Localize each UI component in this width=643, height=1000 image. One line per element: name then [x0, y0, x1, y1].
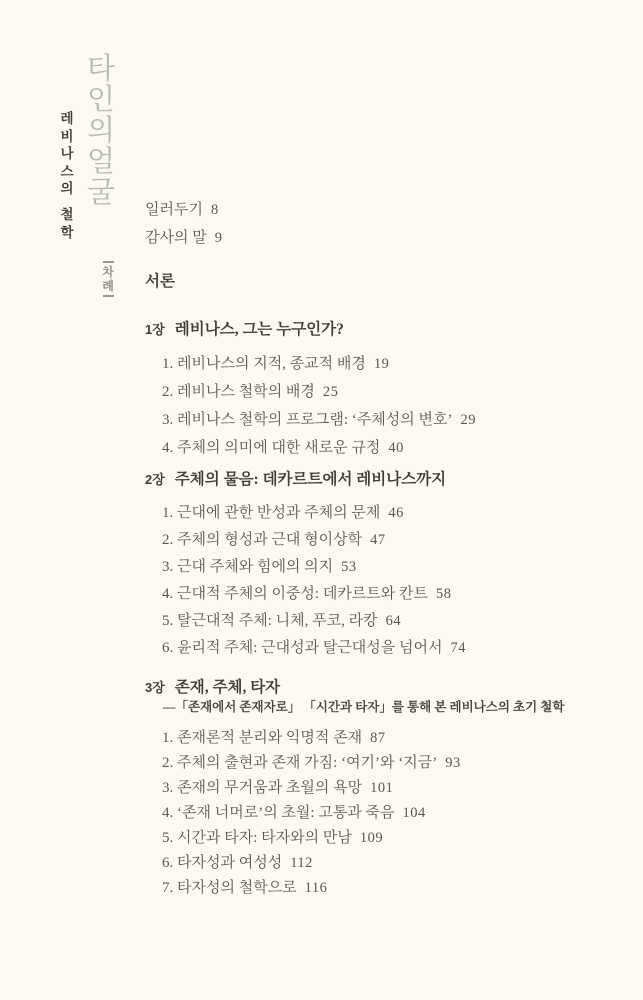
- toc-item-page: 53: [341, 559, 357, 575]
- toc-item: [162, 801, 620, 826]
- chapter-number: 2장: [145, 472, 165, 487]
- entry-label: 감사의 말: [145, 230, 207, 246]
- title-char: 인: [86, 84, 115, 116]
- chapter-2: [145, 470, 620, 662]
- toc-item: [162, 776, 620, 801]
- front-matter-entry: [145, 196, 620, 224]
- toc-item-page: 29: [460, 412, 476, 428]
- toc-item-label: 3. 존재의 무거움과 초월의 욕망: [162, 780, 363, 796]
- chapter-item-list: [145, 726, 620, 901]
- toc-item-page: 116: [304, 880, 328, 896]
- toc-item: [162, 350, 620, 378]
- toc-item-label: 2. 레비나스 철학의 배경: [162, 384, 315, 400]
- toc-item-page: 87: [370, 730, 386, 746]
- toc-item: [162, 635, 620, 662]
- subtitle-char: 나: [60, 146, 74, 161]
- intro-heading: 서론: [145, 273, 175, 290]
- chapter-title: 존재, 주체, 타자: [174, 679, 281, 696]
- toc-item-page: 74: [450, 640, 466, 656]
- entry-page-number: 8: [210, 202, 219, 218]
- toc-item-page: 112: [290, 855, 313, 871]
- toc-item-page: 58: [436, 586, 452, 602]
- toc-content: [145, 196, 620, 901]
- toc-item-page: 93: [445, 755, 461, 771]
- title-char: 굴: [86, 177, 115, 209]
- toc-item: [162, 434, 620, 462]
- toc-item: [162, 500, 620, 527]
- toc-item: [162, 581, 620, 608]
- toc-item-label: 2. 주체의 출현과 존재 가짐: ‘여기’와 ‘지금’: [162, 755, 438, 771]
- subtitle-char: 학: [60, 224, 74, 240]
- chapter-3: [145, 678, 620, 901]
- toc-item-label: 6. 타자성과 여성성: [162, 855, 283, 871]
- chapter-number: 1장: [145, 322, 165, 337]
- toc-marker-dash: [103, 295, 114, 297]
- toc-item-page: 101: [370, 780, 394, 796]
- toc-item: [162, 608, 620, 635]
- toc-item-label: 4. ‘존재 너머로’의 초월: 고통과 죽음: [162, 805, 395, 821]
- chapter-1: [145, 320, 620, 462]
- chapter-title: 레비나스, 그는 누구인가?: [174, 321, 344, 338]
- toc-item-label: 4. 근대적 주체의 이중성: 데카르트와 칸트: [162, 586, 429, 602]
- chapter-subtitle: —「존재에서 존재자로」 「시간과 타자」를 통해 본 레비나스의 초기 철학: [163, 700, 565, 714]
- book-subtitle-vertical-line1: [58, 110, 76, 198]
- toc-item-page: 47: [370, 532, 386, 548]
- toc-item: [162, 378, 620, 406]
- chapter-heading: [145, 470, 620, 490]
- chapter-item-list: [145, 500, 620, 662]
- subtitle-char: 비: [60, 128, 74, 144]
- toc-item: [162, 554, 620, 581]
- toc-item-label: 3. 근대 주체와 힘에의 의지: [162, 559, 334, 575]
- toc-item-page: 64: [385, 613, 402, 629]
- toc-marker-label: 차: [102, 265, 114, 279]
- toc-marker: [100, 259, 116, 300]
- title-char: 얼: [86, 146, 115, 178]
- entry-page-number: 9: [214, 230, 223, 246]
- chapter-heading: [145, 320, 620, 340]
- toc-item: [162, 826, 620, 851]
- toc-item-page: 104: [402, 805, 426, 821]
- subtitle-char: 스: [60, 163, 74, 179]
- title-char: 타: [86, 53, 115, 85]
- subtitle-char: 레: [60, 111, 74, 126]
- toc-item-label: 1. 존재론적 분리와 익명적 존재: [162, 730, 363, 746]
- book-subtitle-vertical-line2: [58, 206, 76, 241]
- subtitle-char: 의: [60, 181, 74, 196]
- subtitle-char: 철: [60, 207, 74, 222]
- toc-item-label: 3. 레비나스 철학의 프로그램: ‘주체성의 변호’: [162, 412, 453, 428]
- chapter-heading: [145, 678, 620, 698]
- chapter-number: 3장: [145, 680, 165, 695]
- toc-item-label: 5. 탈근대적 주체: 니체, 푸코, 라캉: [162, 613, 378, 629]
- book-title-vertical: [85, 54, 117, 209]
- toc-item-page: 46: [388, 505, 404, 521]
- toc-item-label: 1. 근대에 관한 반성과 주체의 문제: [162, 505, 381, 521]
- toc-item-page: 19: [373, 356, 390, 372]
- toc-item-label: 2. 주체의 형성과 근대 형이상학: [162, 532, 363, 548]
- toc-item: [162, 527, 620, 554]
- chapter-item-list: [145, 350, 620, 462]
- toc-item: [162, 876, 620, 901]
- toc-item-label: 7. 타자성의 철학으로: [162, 880, 297, 896]
- toc-marker-dash: [103, 261, 114, 263]
- title-char: 의: [86, 115, 115, 147]
- toc-item: [162, 726, 620, 751]
- entry-label: 일러두기: [145, 202, 203, 218]
- toc-item-page: 40: [388, 440, 404, 456]
- toc-item-label: 4. 주체의 의미에 대한 새로운 규정: [162, 440, 381, 456]
- toc-item: [162, 406, 620, 434]
- toc-item-label: 5. 시간과 타자: 타자와의 만남: [162, 830, 352, 846]
- toc-item-page: 109: [359, 830, 384, 846]
- chapter-title: 주체의 물음: 데카르트에서 레비나스까지: [174, 471, 447, 488]
- toc-item: [162, 851, 620, 876]
- toc-item-label: 1. 레비나스의 지적, 종교적 배경: [162, 356, 366, 372]
- toc-item-page: 25: [322, 384, 339, 400]
- toc-item-label: 6. 윤리적 주체: 근대성과 탈근대성을 넘어서: [162, 640, 443, 656]
- toc-marker-label: 례: [102, 278, 114, 293]
- front-matter-entry: [145, 224, 620, 252]
- toc-item: [162, 751, 620, 776]
